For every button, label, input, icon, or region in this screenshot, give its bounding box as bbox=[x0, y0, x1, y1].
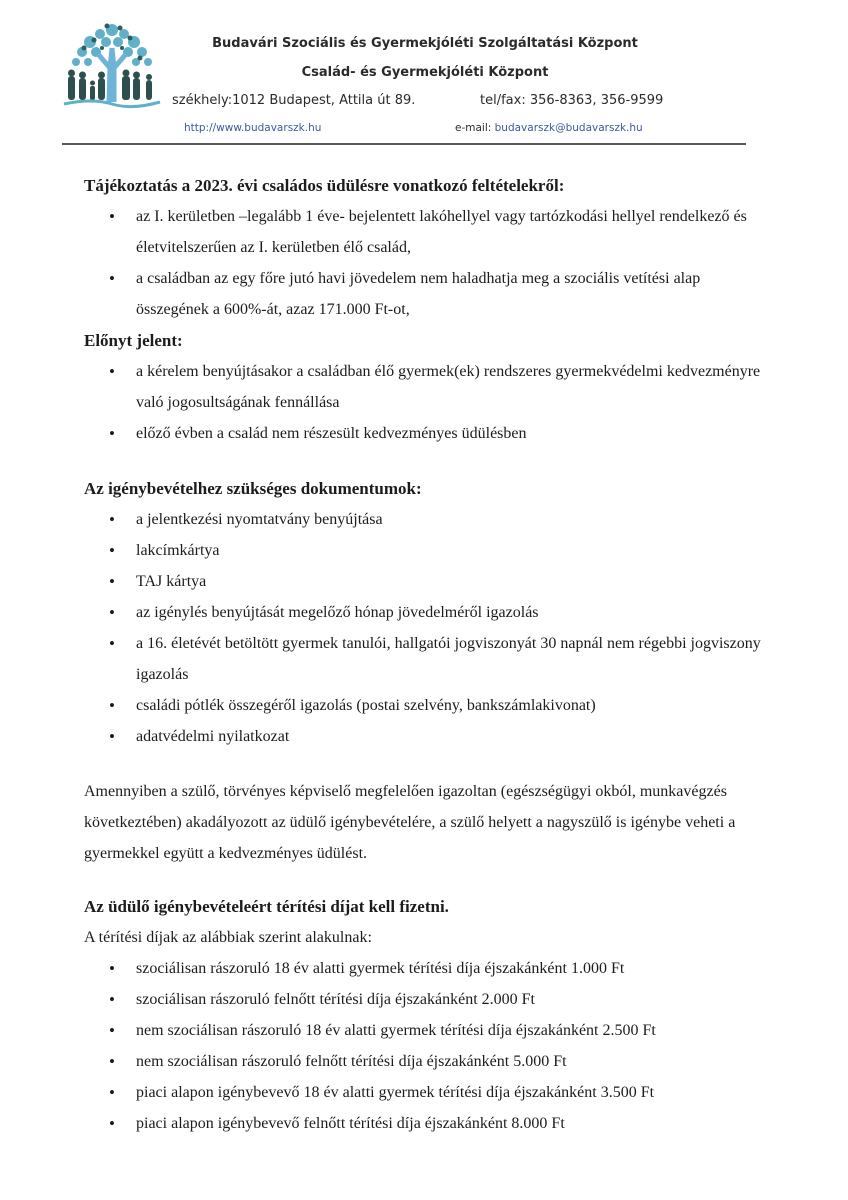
section-title-advantages: Előnyt jelent: bbox=[84, 331, 183, 350]
tel-fax: tel/fax: 356-8363, 356-9599 bbox=[480, 93, 664, 108]
fees-list bbox=[84, 953, 764, 1139]
header-divider bbox=[62, 143, 746, 145]
list-item: • TAJ kártya bbox=[84, 566, 764, 597]
list-item: • az igénylés benyújtását megelőző hónap jövedelméről igazolás bbox=[84, 597, 764, 628]
section-title-fees: Az üdülő igénybevételeért térítési díjat kell fizetni. bbox=[84, 897, 449, 916]
list-item: • szociálisan rászoruló felnőtt térítési díja éjszakánként 2.000 Ft bbox=[84, 984, 764, 1015]
list-item: • a kérelem benyújtásakor a családban élő gyermek(ek) rendszeres gyermekvédelmi kedvezményre való jogosultságának fennállása bbox=[84, 356, 764, 418]
advantages-list bbox=[84, 356, 764, 449]
section-title-conditions: Tájékoztatás a 2023. évi családos üdülésre vonatkozó feltételekről: bbox=[84, 176, 565, 195]
email-label: e-mail: bbox=[455, 122, 492, 134]
conditions-list bbox=[84, 201, 764, 325]
list-item: • piaci alapon igénybevevő 18 év alatti gyermek térítési díja éjszakánként 3.500 Ft bbox=[84, 1077, 764, 1108]
list-item: • szociálisan rászoruló 18 év alatti gyermek térítési díja éjszakánként 1.000 Ft bbox=[84, 953, 764, 984]
family-tree-logo-icon bbox=[62, 18, 162, 110]
email-link[interactable]: budavarszk@budavarszk.hu bbox=[494, 122, 643, 134]
organization-subname: Család- és Gyermekjóléti Központ bbox=[301, 65, 549, 80]
documents-list bbox=[84, 504, 764, 752]
address: székhely:1012 Budapest, Attila út 89. bbox=[172, 93, 416, 108]
list-item: • előző évben a család nem részesült kedvezményes üdülésben bbox=[84, 418, 764, 449]
list-item: • nem szociálisan rászoruló 18 év alatti gyermek térítési díja éjszakánként 2.500 Ft bbox=[84, 1015, 764, 1046]
email-line bbox=[455, 122, 643, 134]
fees-intro: A térítési díjak az alábbiak szerint alakulnak: bbox=[84, 929, 372, 946]
list-item: • piaci alapon igénybevevő felnőtt térítési díja éjszakánként 8.000 Ft bbox=[84, 1108, 764, 1139]
list-item: • az I. kerületben –legalább 1 éve- bejelentett lakóhellyel vagy tartózkodási hellyel rendelkező és életvitelszerűen az I. kerületben élő család, bbox=[84, 201, 764, 263]
list-item: • nem szociálisan rászoruló felnőtt térítési díja éjszakánként 5.000 Ft bbox=[84, 1046, 764, 1077]
list-item: • családi pótlék összegéről igazolás (postai szelvény, bankszámlakivonat) bbox=[84, 690, 764, 721]
document-body bbox=[84, 170, 764, 1139]
list-item: • adatvédelmi nyilatkozat bbox=[84, 721, 764, 752]
list-item: • a 16. életévét betöltött gyermek tanulói, hallgatói jogviszonyát 30 napnál nem régebbi jogviszony igazolás bbox=[84, 628, 764, 690]
list-item: • lakcímkártya bbox=[84, 535, 764, 566]
list-item: • a családban az egy főre jutó havi jövedelem nem haladhatja meg a szociális vetítési alap összegének a 600%-át, azaz 171.000 Ft-ot, bbox=[84, 263, 764, 325]
list-item: • a jelentkezési nyomtatvány benyújtása bbox=[84, 504, 764, 535]
grandparent-paragraph: Amennyiben a szülő, törvényes képviselő megfelelően igazoltan (egészségügyi okból, munkavégzés következtében) akadályozott az üdülő igénybevételére, a szülő helyett a nagyszülő is igénybe veheti a gyermekkel együtt a kedvezményes üdülést. bbox=[84, 783, 736, 862]
website-link[interactable]: http://www.budavarszk.hu bbox=[184, 122, 322, 134]
organization-name: Budavári Szociális és Gyermekjóléti Szolgáltatási Központ bbox=[212, 36, 638, 51]
section-title-documents: Az igénybevételhez szükséges dokumentumok: bbox=[84, 479, 422, 498]
